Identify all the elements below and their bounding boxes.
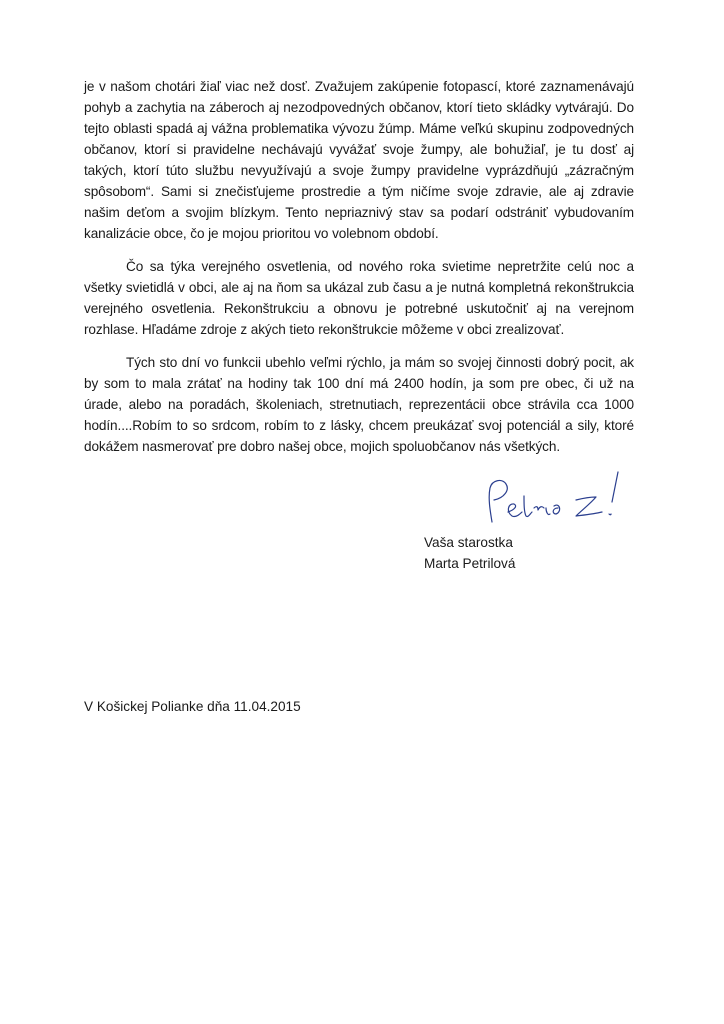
paragraph-1: je v našom chotári žiaľ viac než dosť. Zvažujem zakúpenie fotopascí, ktoré zaznamenávajú pohyb a zachytia na záberoch aj nezodpovedných občanov, ktorí tieto skládky vytvárajú. Do tejto oblasti spadá aj vážna problematika vývozu žúmp. Máme veľkú skupinu zodpovedných občanov, ktorí si pravidelne nechávajú vyvážať svoje žumpy, ale bohužiaľ, je tu dosť aj takých, ktorí túto službu nevyužívajú a svoje žumpy pravidelne vyprázdňujú „zázračným spôsobom“. Sami si znečisťujeme prostredie a tým ničíme svoje zdravie, ale aj zdravie našim deťom a svojim blízkym. Tento nepriaznivý stav sa podarí odstrániť vybudovaním kanalizácie obce, čo je mojou prioritou vo volebnom období. xyxy=(84,79,634,241)
paragraph-2: Čo sa týka verejného osvetlenia, od nového roka svietime nepretržite celú noc a všetky svietidlá v obci, ale aj na ňom sa ukázal zub času a je nutná kompletná rekonštrukcia verejného osvetlenia. Rekonštrukciu a obnovu je potrebné uskutočniť aj na verejnom rozhlase. Hľadáme zdroje z akých tieto rekonštrukcie môžeme v obci zrealizovať. xyxy=(84,259,634,337)
signer-title: Vaša starostka xyxy=(424,535,513,550)
place-and-date: V Košickej Polianke dňa 11.04.2015 xyxy=(84,699,301,714)
handwritten-signature xyxy=(478,466,638,536)
closing-block xyxy=(424,532,515,574)
letter-body xyxy=(84,76,634,469)
signer-name: Marta Petrilová xyxy=(424,556,516,571)
paragraph-3: Tých sto dní vo funkcii ubehlo veľmi rýchlo, ja mám so svojej činnosti dobrý pocit, ak by som to mala zrátať na hodiny tak 100 dní má 2400 hodín, ja som pre obec, či už na úrade, alebo na poradách, školeniach, stretnutiach, reprezentácii obce strávila cca 1000 hodín....Robím to so srdcom, robím to z lásky, chcem preukázať svoj potenciál a sily, ktoré dokážem nasmerovať pre dobro našej obce, mojich spoluobčanov nás všetkých. xyxy=(84,355,634,454)
